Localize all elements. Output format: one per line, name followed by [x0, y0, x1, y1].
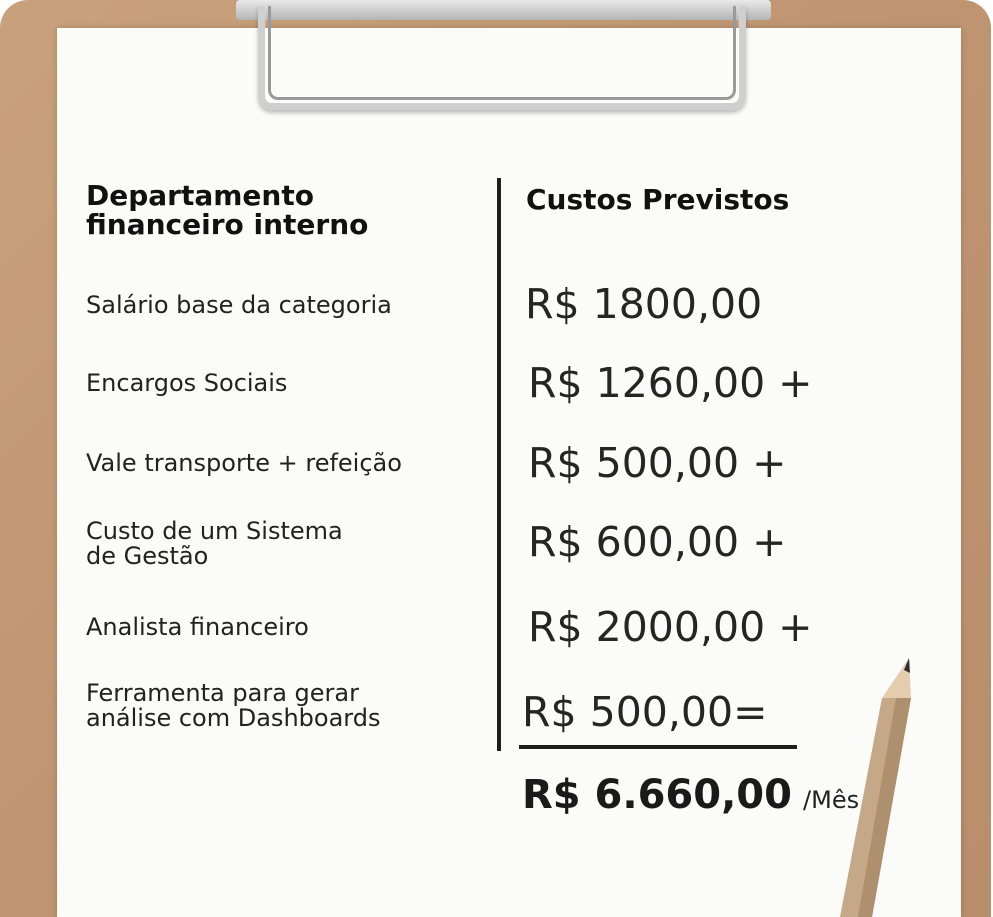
pencil-icon	[800, 650, 930, 917]
total-underline	[519, 745, 797, 749]
row-label-social-charges: Encargos Sociais	[86, 369, 288, 397]
row-amount-management-system: R$ 600,00 +	[528, 518, 787, 566]
row-label-management-system-line-1: Custo de um Sistema	[86, 517, 343, 545]
row-label-transport-meal: Vale transporte + refeição	[86, 449, 402, 477]
clip-wire-ring-inner	[268, 6, 736, 100]
row-label-dashboard-tool-line-1: Ferramenta para gerar	[86, 679, 359, 707]
total-amount: R$ 6.660,00	[522, 772, 792, 818]
column-divider	[497, 178, 501, 751]
row-label-dashboard-tool-line-2: análise com Dashboards	[86, 704, 381, 732]
row-amount-social-charges: R$ 1260,00 +	[528, 359, 813, 407]
department-heading-line-2: financeiro interno	[86, 208, 369, 241]
row-amount-transport-meal: R$ 500,00 +	[528, 439, 787, 487]
row-label-salary: Salário base da categoria	[86, 291, 392, 319]
row-amount-dashboard-tool: R$ 500,00=	[522, 688, 768, 736]
total-unit: /Mês	[803, 786, 860, 814]
costs-heading: Custos Previstos	[526, 183, 790, 216]
department-heading-line-1: Departamento	[86, 179, 314, 212]
row-label-financial-analyst: Analista financeiro	[86, 613, 309, 641]
row-amount-financial-analyst: R$ 2000,00 +	[528, 603, 813, 651]
row-label-dashboard-tool	[86, 681, 380, 731]
row-amount-salary: R$ 1800,00	[525, 280, 763, 328]
row-label-management-system-line-2: de Gestão	[86, 542, 209, 570]
department-heading	[86, 181, 368, 239]
row-label-management-system	[86, 519, 343, 569]
